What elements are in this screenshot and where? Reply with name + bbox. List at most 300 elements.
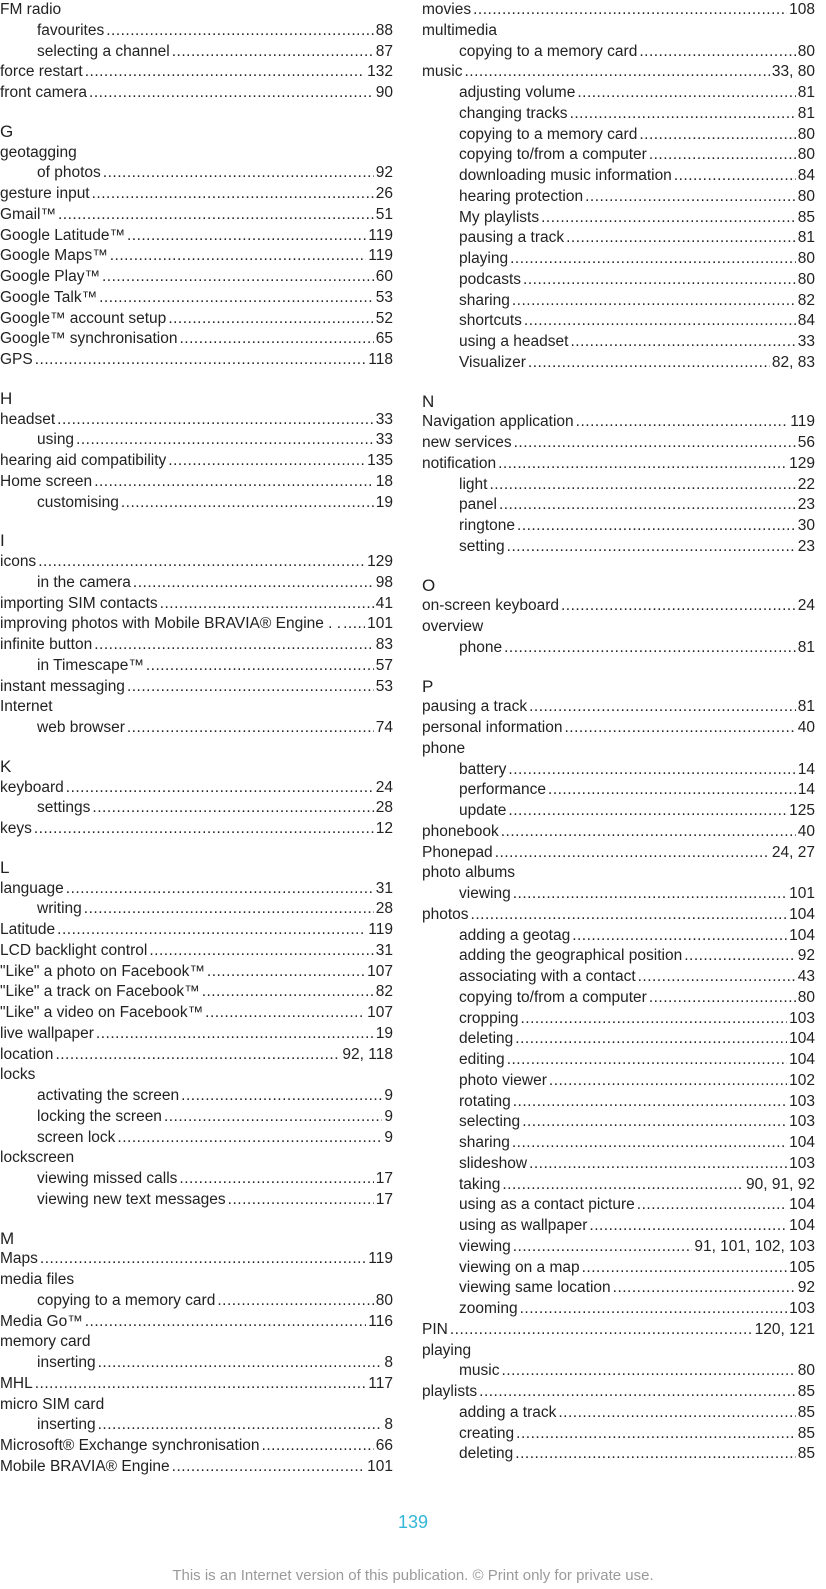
entry-term: selecting: [459, 1113, 521, 1131]
index-entry: [422, 596, 815, 617]
entry-page-numbers: 81: [797, 698, 815, 716]
index-subentry: [422, 228, 815, 249]
entry-page-numbers: 57: [375, 656, 393, 674]
dot-leader: [121, 493, 374, 514]
entry-page-numbers: 104: [789, 926, 815, 944]
entry-term: Media Go™: [0, 1312, 83, 1330]
entry-term: playing: [422, 1341, 472, 1359]
entry-term: language: [0, 879, 64, 897]
entry-page-numbers: 33: [375, 431, 393, 449]
entry-term: viewing: [459, 1237, 511, 1255]
entry-term: multimedia: [422, 21, 497, 39]
entry-page-numbers: 102: [789, 1071, 815, 1089]
index-entry: [422, 905, 815, 926]
index-subentry: [422, 249, 815, 270]
entry-page-numbers: 23: [797, 537, 815, 555]
dot-leader: [180, 329, 374, 350]
entry-term: taking: [459, 1175, 501, 1193]
index-subentry: [0, 493, 393, 514]
index-subentry: [422, 270, 815, 291]
dot-leader: [57, 410, 374, 431]
dot-leader: [514, 433, 796, 454]
entry-page-numbers: 85: [797, 1403, 815, 1421]
entry-page-numbers: 104: [789, 1030, 815, 1048]
index-entry: [0, 677, 393, 698]
entry-term: movies: [422, 1, 472, 18]
entry-term: FM radio: [0, 1, 62, 18]
dot-leader: [572, 926, 787, 947]
entry-term: viewing on a map: [459, 1258, 580, 1276]
entry-page-numbers: 104: [789, 905, 815, 923]
entry-page-numbers: 74: [375, 719, 393, 736]
index-subentry: [422, 1216, 815, 1237]
dot-leader: [512, 1133, 787, 1154]
dot-leader: [55, 1045, 340, 1066]
entry-term: Google Latitude™: [0, 226, 125, 244]
entry-page-numbers: 14: [797, 781, 815, 799]
entry-page-numbers: 24, 27: [771, 843, 815, 861]
dot-leader: [181, 1086, 382, 1107]
entry-term: inserting: [37, 1354, 96, 1371]
entry-page-numbers: 103: [789, 1092, 815, 1110]
entry-term: micro SIM card: [0, 1395, 105, 1413]
dot-leader: [649, 145, 796, 166]
entry-page-numbers: 129: [367, 553, 393, 570]
dot-leader: [585, 187, 796, 208]
entry-page-numbers: 19: [375, 493, 393, 511]
index-letter-heading: I: [0, 531, 5, 551]
entry-page-numbers: 107: [367, 962, 393, 980]
entry-term: keyboard: [0, 778, 64, 796]
entry-page-numbers: 80: [797, 1362, 815, 1380]
entry-page-numbers: 92: [797, 947, 815, 965]
entry-page-numbers: 81: [797, 104, 815, 122]
dot-leader: [637, 1195, 787, 1216]
index-entry: [0, 552, 393, 573]
dot-leader: [561, 596, 796, 617]
entry-page-numbers: 80: [797, 42, 815, 60]
dot-leader: [517, 516, 796, 537]
entry-term: Maps: [0, 1250, 38, 1268]
index-entry: [0, 246, 393, 267]
entry-term: of photos: [37, 164, 101, 182]
entry-term: front camera: [0, 84, 88, 101]
index-letter-heading: G: [0, 121, 14, 141]
entry-term: web browser: [37, 719, 125, 736]
index-subentry: [422, 1009, 815, 1030]
index-letter-heading: L: [0, 857, 10, 877]
index-entry: [422, 739, 815, 760]
entry-page-numbers: 80: [797, 146, 815, 164]
index-subentry: [422, 83, 815, 104]
index-subentry: [0, 1291, 393, 1312]
entry-page-numbers: 19: [375, 1024, 393, 1042]
entry-page-numbers: 12: [375, 820, 393, 837]
entry-term: Gmail™: [0, 205, 56, 223]
index-entry: [422, 433, 815, 454]
index-subentry: [422, 353, 815, 374]
index-entry: [422, 1382, 815, 1403]
entry-term: Home screen: [0, 472, 93, 490]
entry-term: viewing same location: [459, 1279, 611, 1297]
dot-leader: [589, 1216, 787, 1237]
entry-term: personal information: [422, 719, 563, 736]
index-subentry: [422, 1403, 815, 1424]
entry-term: viewing new text messages: [37, 1190, 226, 1208]
index-entry: [422, 1341, 815, 1362]
index-entry: [0, 1395, 393, 1416]
entry-page-numbers: 82: [375, 983, 393, 1001]
dot-leader: [179, 1169, 373, 1190]
entry-term: photos: [422, 905, 469, 923]
dot-leader: [638, 967, 796, 988]
entry-term: hearing protection: [459, 187, 584, 205]
dot-leader: [85, 62, 365, 83]
dot-leader: [582, 1258, 788, 1279]
index-subentry: [0, 656, 393, 677]
entry-term: copying to a memory card: [459, 42, 638, 60]
index-entry: [422, 697, 815, 718]
dot-leader: [549, 1071, 787, 1092]
index-entry: [0, 614, 393, 635]
dot-leader: [76, 430, 374, 451]
entry-term: activating the screen: [37, 1087, 180, 1104]
index-entry: [422, 822, 815, 843]
entry-term: on-screen keyboard: [422, 597, 559, 615]
dot-leader: [35, 1374, 367, 1395]
entry-term: icons: [0, 553, 37, 570]
dot-leader: [502, 1175, 744, 1196]
index-subentry: [0, 718, 393, 739]
entry-term: infinite button: [0, 636, 93, 653]
index-subentry: [422, 332, 815, 353]
dot-leader: [510, 249, 796, 270]
index-entry: [422, 21, 815, 42]
entry-term: improving photos with Mobile BRAVIA® Engine . .: [0, 615, 342, 633]
entry-term: media files: [0, 1271, 75, 1288]
dot-leader: [473, 0, 787, 21]
dot-leader: [674, 166, 796, 187]
dot-leader: [499, 495, 796, 516]
index-subentry: [422, 208, 815, 229]
entry-term: copying to a memory card: [459, 125, 638, 143]
entry-page-numbers: 92: [797, 1279, 815, 1297]
entry-term: "Like" a photo on Facebook™: [0, 962, 205, 980]
dot-leader: [566, 228, 796, 249]
entry-term: sharing: [459, 1134, 510, 1151]
dot-leader: [570, 332, 795, 353]
entry-term: using as wallpaper: [459, 1217, 588, 1234]
dot-leader: [102, 267, 374, 288]
dot-leader: [164, 1107, 382, 1128]
entry-term: Google Play™: [0, 268, 100, 285]
index-subentry: [422, 967, 815, 988]
entry-term: using: [37, 431, 75, 449]
index-entry: [422, 454, 815, 475]
index-subentry: [0, 163, 393, 184]
index-subentry: [0, 1415, 393, 1436]
dot-leader: [613, 1278, 796, 1299]
dot-leader: [146, 656, 374, 677]
entry-page-numbers: 24: [375, 778, 393, 796]
dot-leader: [520, 1009, 787, 1030]
index-subentry: [422, 1175, 815, 1196]
entry-term: music: [459, 1362, 500, 1380]
entry-term: playing: [459, 250, 509, 267]
entry-term: changing tracks: [459, 104, 568, 122]
entry-page-numbers: 119: [790, 413, 815, 431]
dot-leader: [160, 594, 374, 615]
entry-term: My playlists: [459, 208, 540, 226]
dot-leader: [99, 288, 374, 309]
dot-leader: [35, 350, 367, 371]
dot-leader: [577, 83, 795, 104]
index-subentry: [0, 42, 393, 63]
entry-page-numbers: 24: [797, 597, 815, 615]
index-subentry: [422, 1237, 815, 1258]
entry-term: phone: [459, 638, 503, 656]
entry-page-numbers: 65: [375, 330, 393, 348]
dot-leader: [524, 311, 796, 332]
entry-page-numbers: 53: [375, 288, 393, 306]
entry-page-numbers: 80: [797, 187, 815, 205]
index-entry: [422, 412, 815, 433]
entry-term: force restart: [0, 63, 83, 81]
entry-page-numbers: 82: [797, 291, 815, 309]
index-entry: [0, 350, 393, 371]
entry-term: locking the screen: [37, 1107, 162, 1125]
dot-leader: [103, 163, 374, 184]
entry-page-numbers: 8: [384, 1354, 393, 1371]
index-subentry: [422, 638, 815, 659]
entry-term: keys: [0, 820, 32, 837]
entry-page-numbers: 51: [375, 205, 393, 223]
entry-page-numbers: 90, 91, 92: [746, 1175, 815, 1193]
entry-term: light: [459, 475, 488, 493]
dot-leader: [508, 760, 795, 781]
entry-term: in Timescape™: [37, 656, 144, 674]
index-entry: [422, 0, 815, 21]
index-entry: [0, 1374, 393, 1395]
index-entry: [0, 83, 393, 104]
entry-page-numbers: 8: [384, 1416, 393, 1434]
dot-leader: [343, 614, 365, 635]
entry-page-numbers: 17: [375, 1190, 393, 1208]
entry-term: importing SIM contacts: [0, 594, 158, 612]
index-entry: [0, 778, 393, 799]
dot-leader: [507, 1050, 787, 1071]
entry-term: photo albums: [422, 864, 516, 882]
dot-leader: [149, 941, 373, 962]
index-letter-heading: N: [422, 391, 435, 411]
index-entry: [0, 962, 393, 983]
index-letter-heading: K: [0, 756, 12, 776]
entry-term: adding a track: [459, 1403, 557, 1421]
entry-page-numbers: 23: [797, 496, 815, 514]
entry-term: MHL: [0, 1374, 33, 1392]
dot-leader: [489, 475, 795, 496]
entry-term: new services: [422, 434, 512, 451]
entry-page-numbers: 31: [375, 941, 393, 959]
index-entry: [0, 1148, 393, 1169]
dot-leader: [66, 879, 374, 900]
entry-term: using as a contact picture: [459, 1196, 635, 1214]
entry-page-numbers: 103: [789, 1113, 815, 1131]
dot-leader: [508, 801, 787, 822]
dot-leader: [513, 1237, 693, 1258]
dot-leader: [172, 1457, 365, 1478]
index-subentry: [422, 1258, 815, 1279]
index-subentry: [422, 311, 815, 332]
dot-leader: [127, 677, 374, 698]
index-subentry: [422, 1154, 815, 1175]
entry-page-numbers: 104: [789, 1217, 815, 1234]
entry-term: battery: [459, 760, 507, 778]
index-entry: [422, 863, 815, 884]
entry-page-numbers: 81: [797, 638, 815, 656]
entry-term: viewing missed calls: [37, 1170, 178, 1187]
entry-page-numbers: 26: [375, 185, 393, 202]
dot-leader: [217, 1291, 373, 1312]
entry-term: lockscreen: [0, 1149, 75, 1167]
index-entry: [0, 205, 393, 226]
entry-term: copying to/from a computer: [459, 988, 647, 1006]
entry-page-numbers: 125: [789, 802, 815, 819]
index-entry: [0, 879, 393, 900]
index-subentry: [0, 1353, 393, 1374]
index-subentry: [0, 573, 393, 594]
index-entry: [0, 451, 393, 472]
index-entry: [422, 718, 815, 739]
index-entry: [0, 594, 393, 615]
entry-page-numbers: 101: [367, 1457, 393, 1475]
entry-term: "Like" a track on Facebook™: [0, 983, 200, 1001]
entry-page-numbers: 83: [375, 636, 393, 653]
dot-leader: [513, 1092, 787, 1113]
entry-page-numbers: 105: [789, 1258, 815, 1276]
index-subentry: [422, 187, 815, 208]
index-entry: [0, 635, 393, 656]
index-subentry: [0, 1190, 393, 1211]
entry-term: Phonepad: [422, 843, 493, 861]
index-subentry: [422, 42, 815, 63]
dot-leader: [576, 412, 789, 433]
entry-page-numbers: 104: [789, 1134, 815, 1151]
entry-page-numbers: 9: [384, 1128, 393, 1146]
entry-term: customising: [37, 493, 119, 511]
entry-term: phonebook: [422, 822, 499, 840]
entry-page-numbers: 108: [789, 1, 815, 18]
entry-page-numbers: 82, 83: [771, 353, 815, 371]
index-entry: [0, 1045, 393, 1066]
dot-leader: [639, 42, 795, 63]
dot-leader: [504, 638, 796, 659]
entry-term: overview: [422, 618, 484, 635]
index-subentry: [422, 1112, 815, 1133]
entry-page-numbers: 85: [797, 1424, 815, 1442]
index-entry: [0, 1003, 393, 1024]
entry-page-numbers: 92: [375, 164, 393, 182]
dot-leader: [501, 822, 796, 843]
entry-term: music: [422, 63, 463, 81]
dot-leader: [58, 205, 374, 226]
index-entry: [422, 62, 815, 83]
entry-page-numbers: 43: [797, 968, 815, 985]
entry-page-numbers: 92, 118: [342, 1045, 393, 1063]
dot-leader: [520, 1299, 788, 1320]
index-subentry: [422, 1361, 815, 1382]
dot-leader: [564, 718, 795, 739]
entry-term: hearing aid compatibility: [0, 452, 167, 469]
dot-leader: [522, 1112, 787, 1133]
dot-leader: [92, 184, 374, 205]
index-entry: [0, 920, 393, 941]
entry-term: panel: [459, 496, 497, 514]
entry-page-numbers: 104: [789, 1196, 815, 1214]
index-entry: [0, 288, 393, 309]
entry-term: geotagging: [0, 143, 77, 161]
index-entry: [0, 1457, 393, 1478]
dot-leader: [172, 42, 374, 63]
entry-term: copying to a memory card: [37, 1291, 216, 1309]
index-letter-heading: H: [0, 388, 13, 408]
entry-term: playlists: [422, 1383, 478, 1400]
entry-term: pausing a track: [422, 698, 528, 716]
index-subentry: [0, 1107, 393, 1128]
entry-term: Mobile BRAVIA® Engine: [0, 1457, 170, 1475]
index-entry: [422, 843, 815, 864]
index-entry: [0, 226, 393, 247]
entry-page-numbers: 28: [375, 900, 393, 918]
index-subentry: [422, 166, 815, 187]
dot-leader: [684, 946, 796, 967]
page-number: 139: [397, 1512, 429, 1532]
index-subentry: [422, 1071, 815, 1092]
entry-page-numbers: 84: [797, 167, 815, 184]
entry-term: Google Maps™: [0, 247, 108, 265]
entry-term: notification: [422, 454, 497, 472]
dot-leader: [495, 843, 770, 864]
index-entry: [0, 329, 393, 350]
entry-term: Internet: [0, 698, 53, 716]
entry-term: settings: [37, 799, 91, 817]
entry-term: pausing a track: [459, 229, 565, 247]
entry-page-numbers: 33: [375, 410, 393, 428]
entry-term: deleting: [459, 1030, 514, 1048]
dot-leader: [529, 1154, 787, 1175]
entry-page-numbers: 117: [368, 1374, 393, 1392]
dot-leader: [512, 291, 796, 312]
dot-leader: [106, 21, 374, 42]
entry-term: editing: [459, 1051, 505, 1068]
index-subentry: [0, 899, 393, 920]
dot-leader: [89, 83, 374, 104]
dot-leader: [515, 1444, 795, 1465]
index-subentry: [422, 291, 815, 312]
entry-page-numbers: 85: [797, 1445, 815, 1463]
entry-page-numbers: 103: [789, 1300, 815, 1317]
entry-term: viewing: [459, 885, 511, 902]
entry-page-numbers: 90: [375, 84, 393, 101]
entry-page-numbers: 85: [797, 208, 815, 226]
dot-leader: [228, 1190, 374, 1211]
entry-term: Google Talk™: [0, 288, 98, 306]
entry-term: phone: [422, 739, 466, 757]
entry-term: zooming: [459, 1300, 518, 1317]
entry-term: live wallpaper: [0, 1024, 94, 1042]
entry-page-numbers: 119: [368, 921, 393, 938]
entry-term: Visualizer: [459, 353, 526, 371]
